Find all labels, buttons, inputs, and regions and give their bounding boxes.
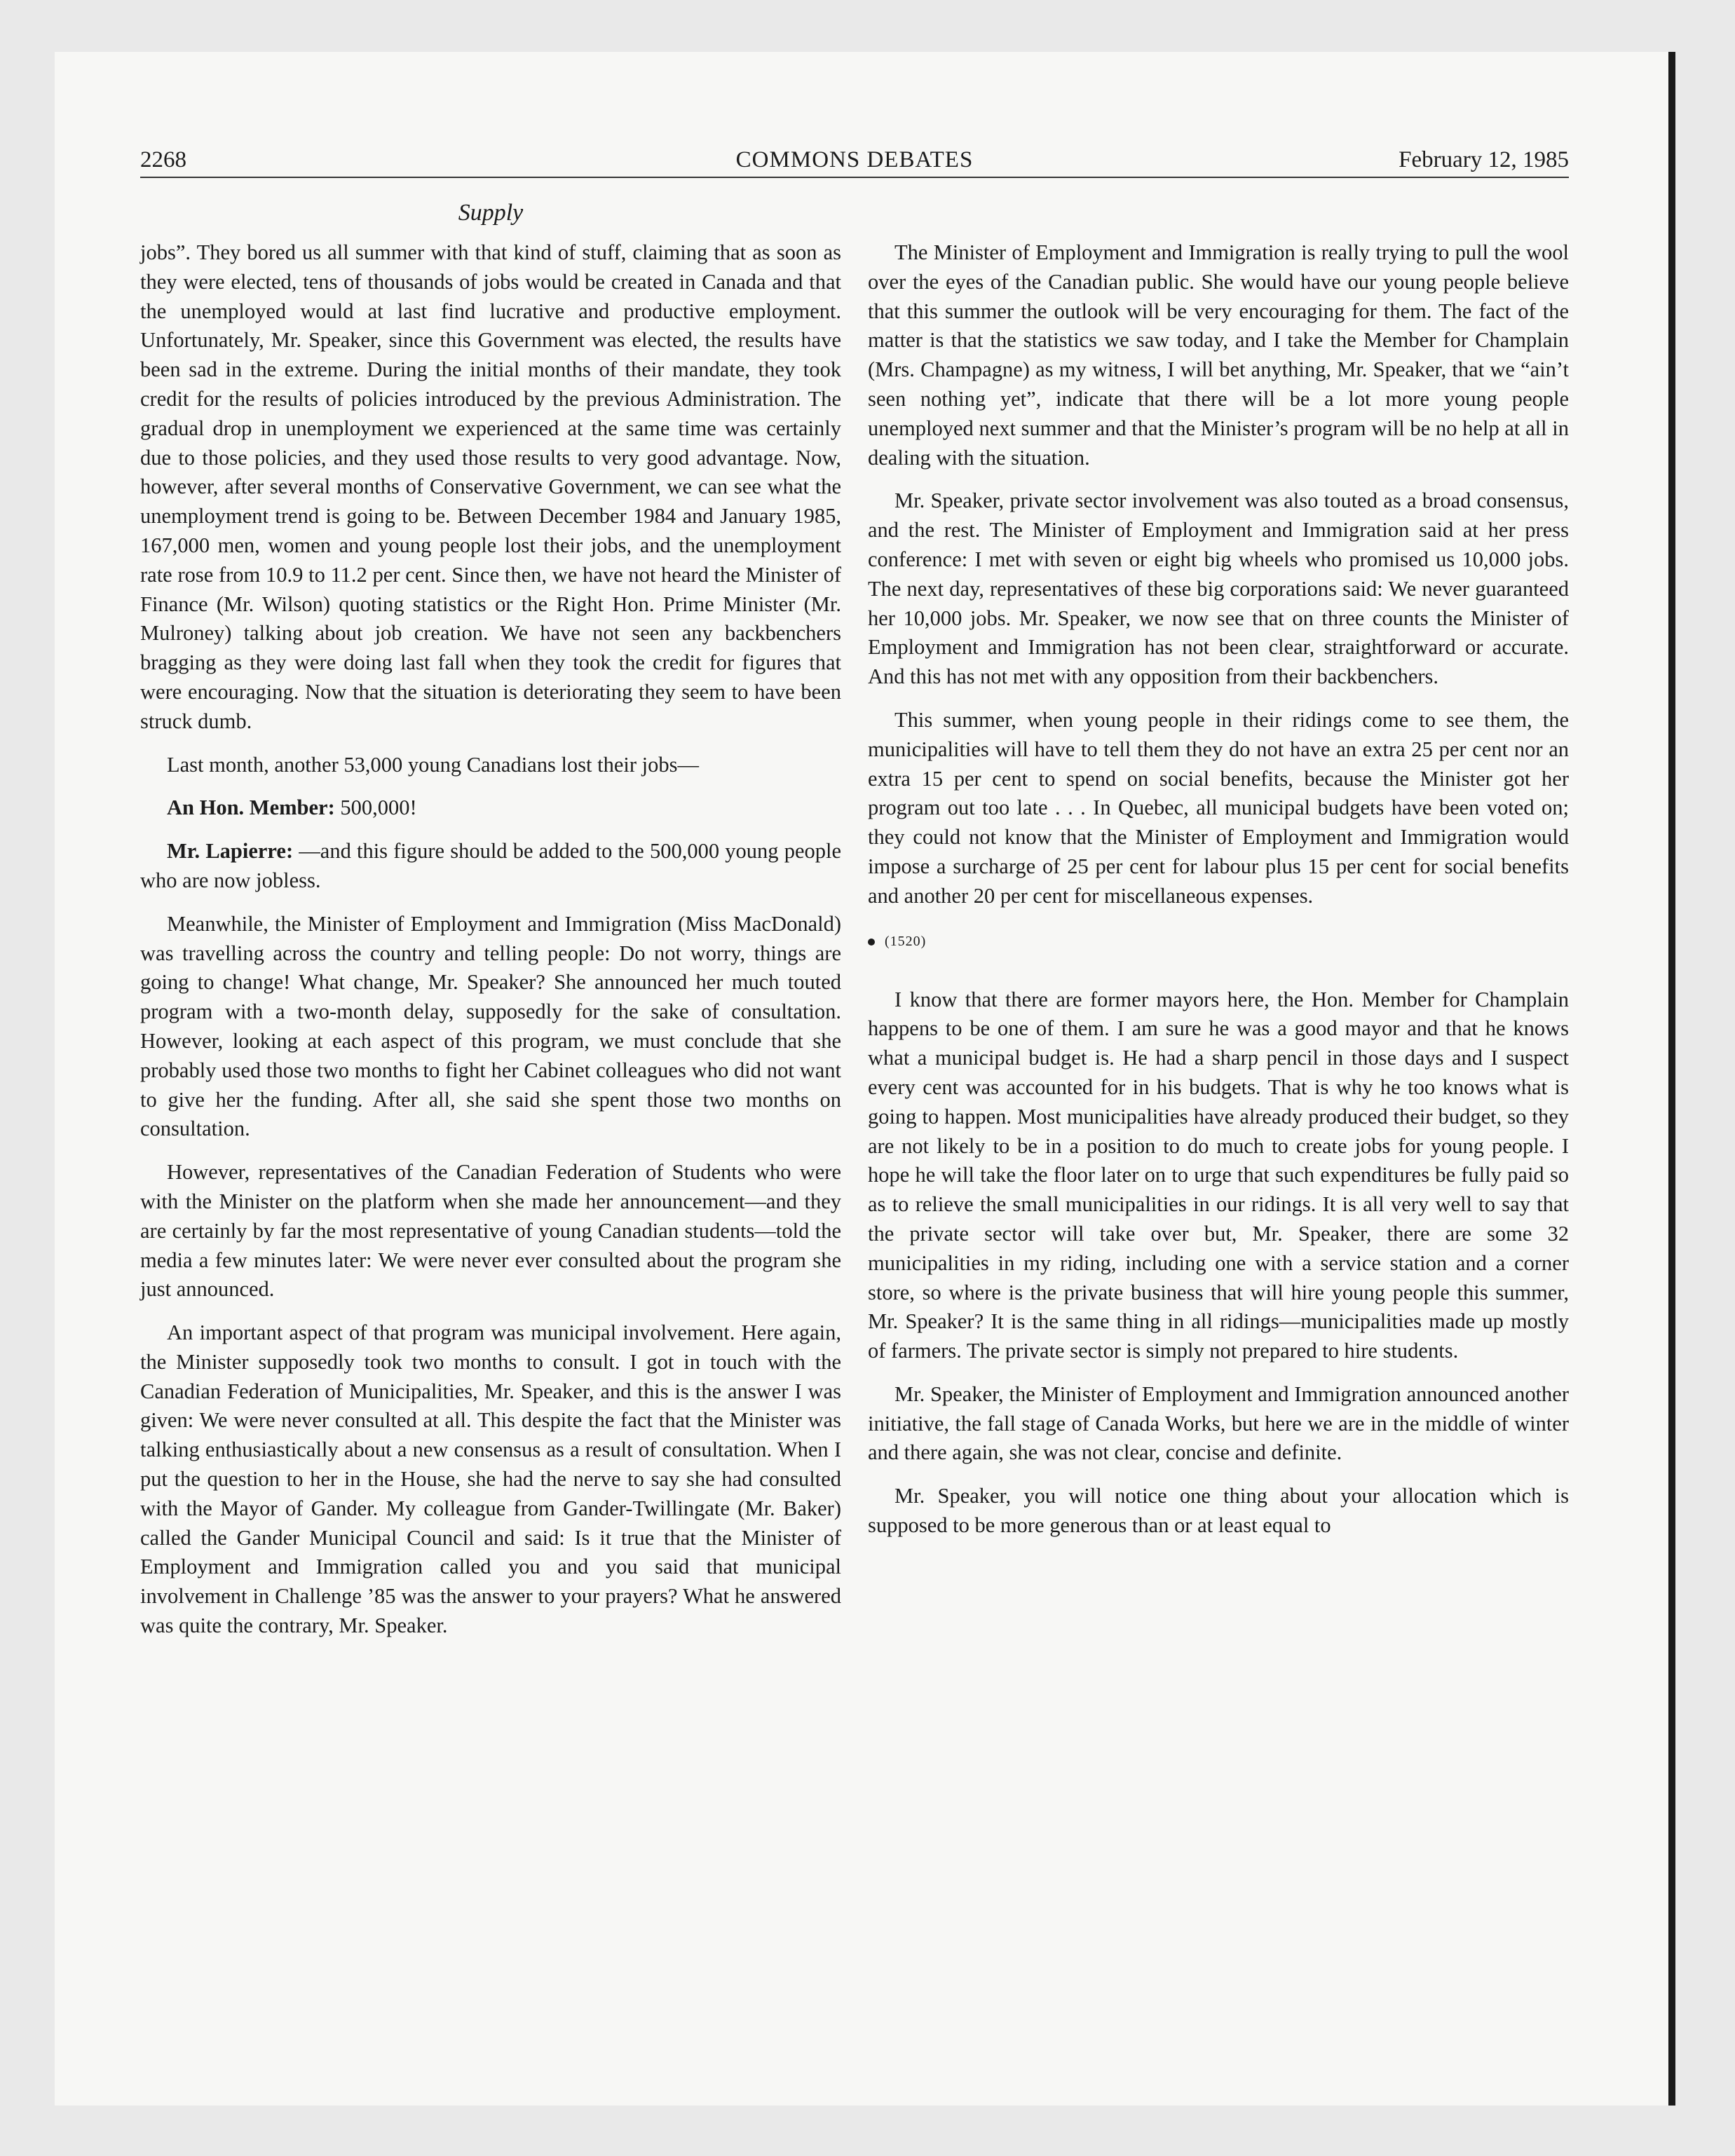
page-edge-shadow (1668, 52, 1675, 2106)
left-column (140, 238, 841, 1655)
paragraph: Last month, another 53,000 young Canadians lost their jobs— (167, 752, 700, 777)
paragraph: The Minister of Employment and Immigration is really trying to pull the wool over the eyes of the Canadian public. She would have our young people believe that this summer the outlook will be very encouraging for them. The fact of the matter is that the statistics we saw today, and I take the Member for Champlain (Mrs. Champagne) as my witness, I will bet anything, Mr. Speaker, that we “ain’t seen nothing yet”, indicate that there will be a lot more young people unemployed next summer and that the Minister’s program will be no help at all in dealing with the situation. (868, 240, 1569, 470)
speaker-name: Mr. Lapierre: (167, 839, 294, 864)
paragraph: Mr. Speaker, you will notice one thing about your allocation which is supposed to be more generous than or at least equal to (868, 1484, 1569, 1538)
speech (140, 837, 841, 896)
paragraph: Mr. Speaker, the Minister of Employment and Immigration announced another initiative, the fall stage of Canada Works, but here we are in the middle of winter and there again, she was not clear, concise and definite. (868, 1381, 1569, 1465)
paragraph: Mr. Speaker, private sector involvement was also touted as a broad consensus, and the rest. The Minister of Employment and Immigration said at her press conference: I met with seven or eight big wheels who promised us 10,000 jobs. The next day, representatives of these big corporations said: We never guaranteed her 10,000 jobs. Mr. Speaker, we now see that on three counts the Minister of Employment and Immigration has not been clear, straightforward or accurate. And this has not met with any opposition from their backbenchers. (868, 489, 1569, 689)
publication-title: COMMONS DEBATES (735, 147, 974, 172)
time-stamp (868, 931, 1569, 952)
paragraph: However, representatives of the Canadian Federation of Students who were with the Minister on the platform when she made her announcement—and they are certainly by far the most representative of young Canadian students—told the media a few minutes later: We were never ever consulted about the program she just announced. (140, 1160, 841, 1302)
section-heading: Supply (458, 200, 524, 226)
right-column (868, 238, 1569, 1555)
page-number: 2268 (140, 147, 186, 172)
publication-date: February 12, 1985 (1399, 147, 1569, 172)
paragraph: jobs”. They bored us all summer with that kind of stuff, claiming that as soon as they were elected, tens of thousands of jobs would be created in Canada and that the unemployed would at last find lucrative and productive employment. Unfortunately, Mr. Speaker, since this Government was elected, the results have been sad in the extreme. During the initial months of their mandate, they took credit for the results of policies introduced by the previous Administration. The gradual drop in unemployment we experienced at the same time was certainly due to those policies, and they used those results to very good advantage. Now, however, after several months of Conservative Government, we can see what the unemployment trend is going to be. Between December 1984 and January 1985, 167,000 men, women and young people lost their jobs, and the unemployment rate rose from 10.9 to 11.2 per cent. Since then, we have not heard the Minister of Finance (Mr. Wilson) quoting statistics or the Right Hon. Prime Minister (Mr. Mulroney) talking about job creation. We have not seen any backbenchers bragging as they were doing last fall when they took the credit for figures that were encouraging. Now that the situation is deteriorating they seem to have been struck dumb. (140, 240, 841, 733)
bullet-icon (868, 939, 875, 946)
paragraph: Meanwhile, the Minister of Employment and Immigration (Miss MacDonald) was travelling across the country and telling people: Do not worry, things are going to change! What change, Mr. Speaker? She announced her much touted program with a two-month delay, supposedly for the sake of consultation. However, looking at each aspect of this program, we must conclude that she probably used those two months to fight her Cabinet colleagues who did not want to give her the funding. After all, she said she spent those two months on consultation. (140, 911, 841, 1141)
speaker-name: An Hon. Member: (167, 796, 335, 820)
paragraph: I know that there are former mayors here, the Hon. Member for Champlain happens to be one of them. I am sure he was a good mayor and that he knows what a municipal budget is. He had a sharp pencil in those days and I suspect every cent was accounted for in his budgets. That is why he too knows what is going to happen. Most municipalities have already produced their budget, so they are not likely to be in a position to do much to create jobs for young people. I hope he will take the floor later on to urge that such expenditures be fully paid so as to relieve the small municipalities in our ridings. It is all very well to say that the private sector will take over but, Mr. Speaker, there are some 32 municipalities in my riding, including one with a service station and a corner store, so where is the private business that will hire young people this summer, Mr. Speaker? It is the same thing in all ridings—municipalities made up mostly of farmers. The private sector is simply not prepared to hire students. (868, 987, 1569, 1363)
time-stamp-text: (1520) (885, 933, 927, 949)
paragraph: This summer, when young people in their ridings come to see them, the municipalities will have to tell them they do not have an extra 25 per cent nor an extra 15 per cent to spend on social benefits, because the Minister got her program out too late . . . In Quebec, all municipal budgets have been voted on; they could not know that the Minister of Employment and Immigration would impose a surcharge of 25 per cent for labour plus 15 per cent for social benefits and another 20 per cent for miscellaneous expenses. (868, 707, 1569, 908)
header-rule (140, 177, 1569, 178)
running-header (140, 146, 1569, 181)
speech-text: 500,000! (334, 796, 417, 820)
paragraph: An important aspect of that program was municipal involvement. Here again, the Minister supposedly took two months to consult. I got in touch with the Canadian Federation of Municipalities, Mr. Speaker, and this is the answer I was given: We were never consulted at all. This despite the fact that the Minister was talking enthusiastically about a new consensus as a result of consultation. When I put the question to her in the House, she had the nerve to say she had consulted with the Mayor of Gander. My colleague from Gander-Twillingate (Mr. Baker) called the Gander Municipal Council and said: Is it true that the Minister of Employment and Immigration called you and you said that municipal involvement in Challenge ’85 was the answer to your prayers? What he answered was quite the contrary, Mr. Speaker. (140, 1321, 841, 1638)
speech-text: —and this figure should be added to the 500,000 young people who are now jobless. (140, 839, 842, 892)
interjection (140, 793, 841, 823)
